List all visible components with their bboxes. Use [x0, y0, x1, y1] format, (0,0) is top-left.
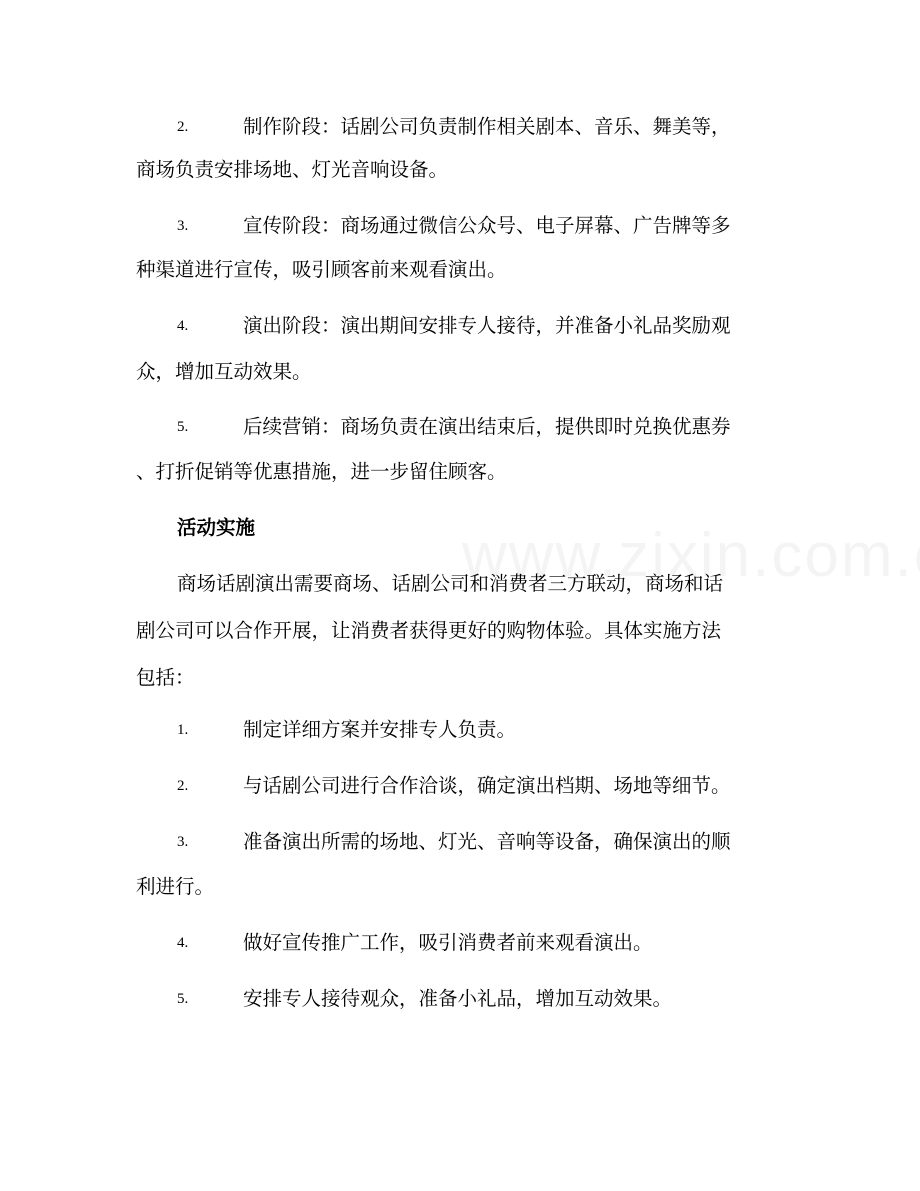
step-number: 2.: [177, 778, 189, 794]
stage-number: 2.: [177, 119, 189, 135]
step-text: 做好宣传推广工作，吸引消费者前来观看演出。: [243, 931, 653, 954]
paragraph-line: 包括：: [136, 666, 195, 689]
stage-number: 5.: [177, 419, 189, 435]
step-number: 4.: [177, 935, 189, 951]
step-number: 3.: [177, 834, 189, 850]
step-text: 制定详细方案并安排专人负责。: [243, 718, 517, 741]
step-text-line1: 准备演出所需的场地、灯光、音响等设备，确保演出的顺: [243, 830, 731, 853]
stage-number: 4.: [177, 318, 189, 334]
section-paragraph: [136, 560, 776, 701]
stage-text-line2: 商场负责安排场地、灯光音响设备。: [136, 158, 449, 181]
step-number: 1.: [177, 722, 189, 738]
step-text-line2: 利进行。: [136, 875, 215, 898]
stage-text-line2: 、打折促销等优惠措施，进一步留住顾客。: [136, 460, 507, 483]
paragraph-line: 剧公司可以合作开展，让消费者获得更好的购物体验。具体实施方法: [136, 619, 722, 642]
stage-text-line1: 宣传阶段：商场通过微信公众号、电子屏幕、广告牌等多: [243, 214, 731, 237]
stage-text-line1: 制作阶段：话剧公司负责制作相关剧本、音乐、舞美等，: [243, 115, 731, 138]
section-heading: 活动实施: [177, 516, 256, 539]
step-text: 与话剧公司进行合作洽谈，确定演出档期、场地等细节。: [243, 774, 731, 797]
paragraph-line: 商场话剧演出需要商场、话剧公司和消费者三方联动，商场和话: [177, 572, 724, 595]
stage-text-line1: 后续营销：商场负责在演出结束后，提供即时兑换优惠券: [243, 415, 731, 438]
step-number: 5.: [177, 991, 189, 1007]
step-text: 安排专人接待观众，准备小礼品，增加互动效果。: [243, 987, 673, 1010]
stage-number: 3.: [177, 218, 189, 234]
stage-text-line1: 演出阶段：演出期间安排专人接待，并准备小礼品奖励观: [243, 314, 731, 337]
stage-text-line2: 种渠道进行宣传，吸引顾客前来观看演出。: [136, 258, 507, 281]
stage-text-line2: 众，增加互动效果。: [136, 360, 312, 383]
